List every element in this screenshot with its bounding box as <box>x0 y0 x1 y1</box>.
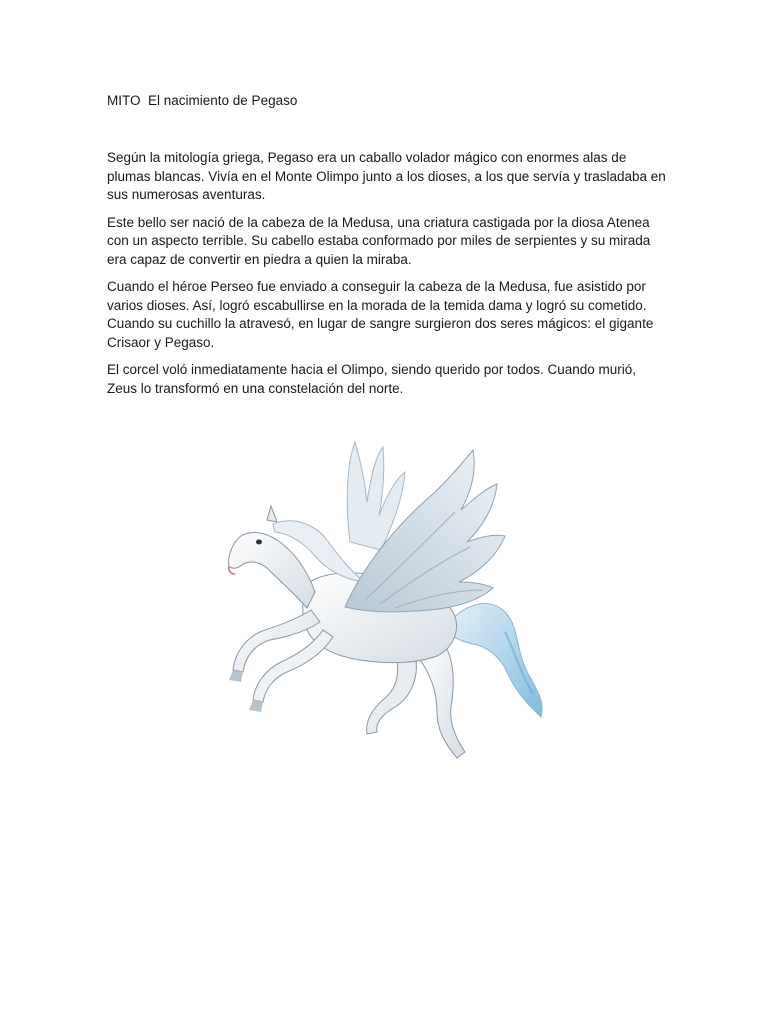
paragraph-3: Cuando el héroe Perseo fue enviado a conseguir la cabeza de la Medusa, fue asistido por varios dioses. Así, logró escabullirse en la morada de la temida dama y logró su cometido. Cuando su cuchillo la atravesó, en lugar de sangre surgieron dos seres mágicos: el gigante Crisaor y Pegaso. <box>107 279 654 350</box>
pegasus-illustration <box>215 432 565 772</box>
paragraph-2: Este bello ser nació de la cabeza de la Medusa, una criatura castigada por la diosa Atenea con un aspecto terrible. Su cabello estaba conformado por miles de serpientes y su mirada era capaz de convertir en piedra a quien la miraba. <box>107 214 651 267</box>
pegasus-icon <box>215 432 565 772</box>
document-body <box>107 149 667 407</box>
paragraph-4: El corcel voló inmediatamente hacia el Olimpo, siendo querido por todos. Cuando murió, Zeus lo transformó en una constelación del norte. <box>107 362 637 396</box>
paragraph-1: Según la mitología griega, Pegaso era un caballo volador mágico con enormes alas de plumas blancas. Vivía en el Monte Olimpo junto a los dioses, a los que servía y trasladaba en sus numerosas aventuras. <box>107 150 666 202</box>
document-title: MITO El nacimiento de Pegaso <box>107 93 298 108</box>
